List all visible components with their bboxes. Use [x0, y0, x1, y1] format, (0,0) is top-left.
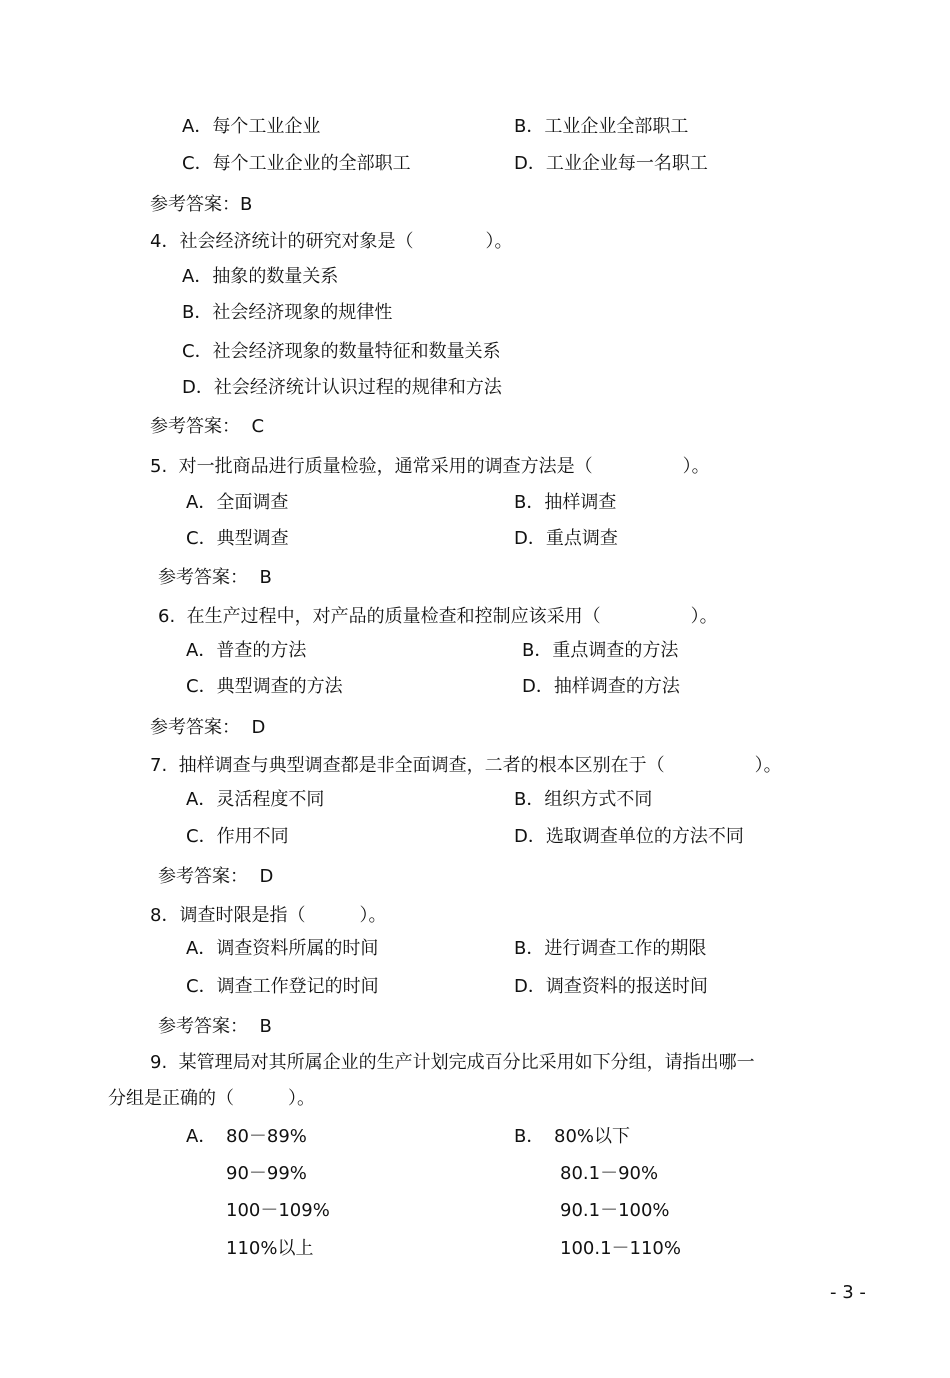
q6-option-d: D．抽样调查的方法	[522, 676, 680, 697]
q6-stem: 6. 在生产过程中，对产品的质量检查和控制应该采用（ ）。	[158, 606, 718, 627]
q4-option-b: B．社会经济现象的规律性	[182, 302, 393, 323]
q9-option-b-row: 80.1－90%	[560, 1163, 659, 1184]
q5-answer: 参考答案： B	[158, 567, 272, 588]
q9-option-a-row: 100－109%	[226, 1200, 330, 1221]
q8-answer: 参考答案： B	[158, 1016, 272, 1037]
q9-stem-line1: 9. 某管理局对其所属企业的生产计划完成百分比采用如下分组，请指出哪一	[150, 1052, 755, 1073]
q5-stem: 5. 对一批商品进行质量检验，通常采用的调查方法是（ ）。	[150, 456, 710, 477]
q4-option-c: C．社会经济现象的数量特征和数量关系	[182, 341, 501, 362]
q7-answer: 参考答案： D	[158, 866, 274, 887]
q9-option-a-label: A．	[186, 1126, 217, 1147]
q5-option-a: A．全面调查	[186, 492, 289, 513]
q3-option-a: A．每个工业企业	[182, 116, 321, 137]
q3-option-b: B．工业企业全部职工	[514, 116, 689, 137]
q7-option-b: B．组织方式不同	[514, 789, 653, 810]
q9-option-b-row: 80%以下	[554, 1126, 631, 1147]
q7-option-d: D．选取调查单位的方法不同	[514, 826, 744, 847]
q3-option-c: C．每个工业企业的全部职工	[182, 153, 411, 174]
q5-option-d: D．重点调查	[514, 528, 618, 549]
q9-option-b-label: B．	[514, 1126, 545, 1147]
q8-option-c: C．调查工作登记的时间	[186, 976, 379, 997]
q9-option-a-row: 110%以上	[226, 1238, 314, 1259]
q9-stem-line2: 分组是正确的（ ）。	[108, 1088, 315, 1109]
q6-answer: 参考答案： D	[150, 717, 266, 738]
q9-option-b-row: 90.1－100%	[560, 1200, 670, 1221]
q9-option-a-row: 80－89%	[226, 1126, 307, 1147]
q9-option-b-row: 100.1－110%	[560, 1238, 681, 1259]
q4-option-a: A．抽象的数量关系	[182, 266, 339, 287]
q9-option-a-row: 90－99%	[226, 1163, 307, 1184]
q8-option-a: A．调查资料所属的时间	[186, 938, 379, 959]
q8-stem: 8．调查时限是指（ ）。	[150, 905, 387, 926]
q7-option-a: A．灵活程度不同	[186, 789, 325, 810]
q7-option-c: C．作用不同	[186, 826, 289, 847]
q3-answer: 参考答案：B	[150, 194, 253, 215]
page-number: - 3 -	[830, 1282, 866, 1303]
q5-option-c: C．典型调查	[186, 528, 289, 549]
q7-stem: 7. 抽样调查与典型调查都是非全面调查，二者的根本区别在于（ ）。	[150, 755, 782, 776]
q4-stem: 4．社会经济统计的研究对象是（ ）。	[150, 231, 513, 252]
q8-option-d: D．调查资料的报送时间	[514, 976, 708, 997]
q6-option-c: C．典型调查的方法	[186, 676, 343, 697]
q6-option-b: B．重点调查的方法	[522, 640, 679, 661]
q5-option-b: B．抽样调查	[514, 492, 617, 513]
q6-option-a: A．普查的方法	[186, 640, 307, 661]
q3-option-d: D．工业企业每一名职工	[514, 153, 708, 174]
q4-answer: 参考答案： C	[150, 416, 265, 437]
q8-option-b: B．进行调查工作的期限	[514, 938, 707, 959]
q4-option-d: D．社会经济统计认识过程的规律和方法	[182, 377, 502, 398]
